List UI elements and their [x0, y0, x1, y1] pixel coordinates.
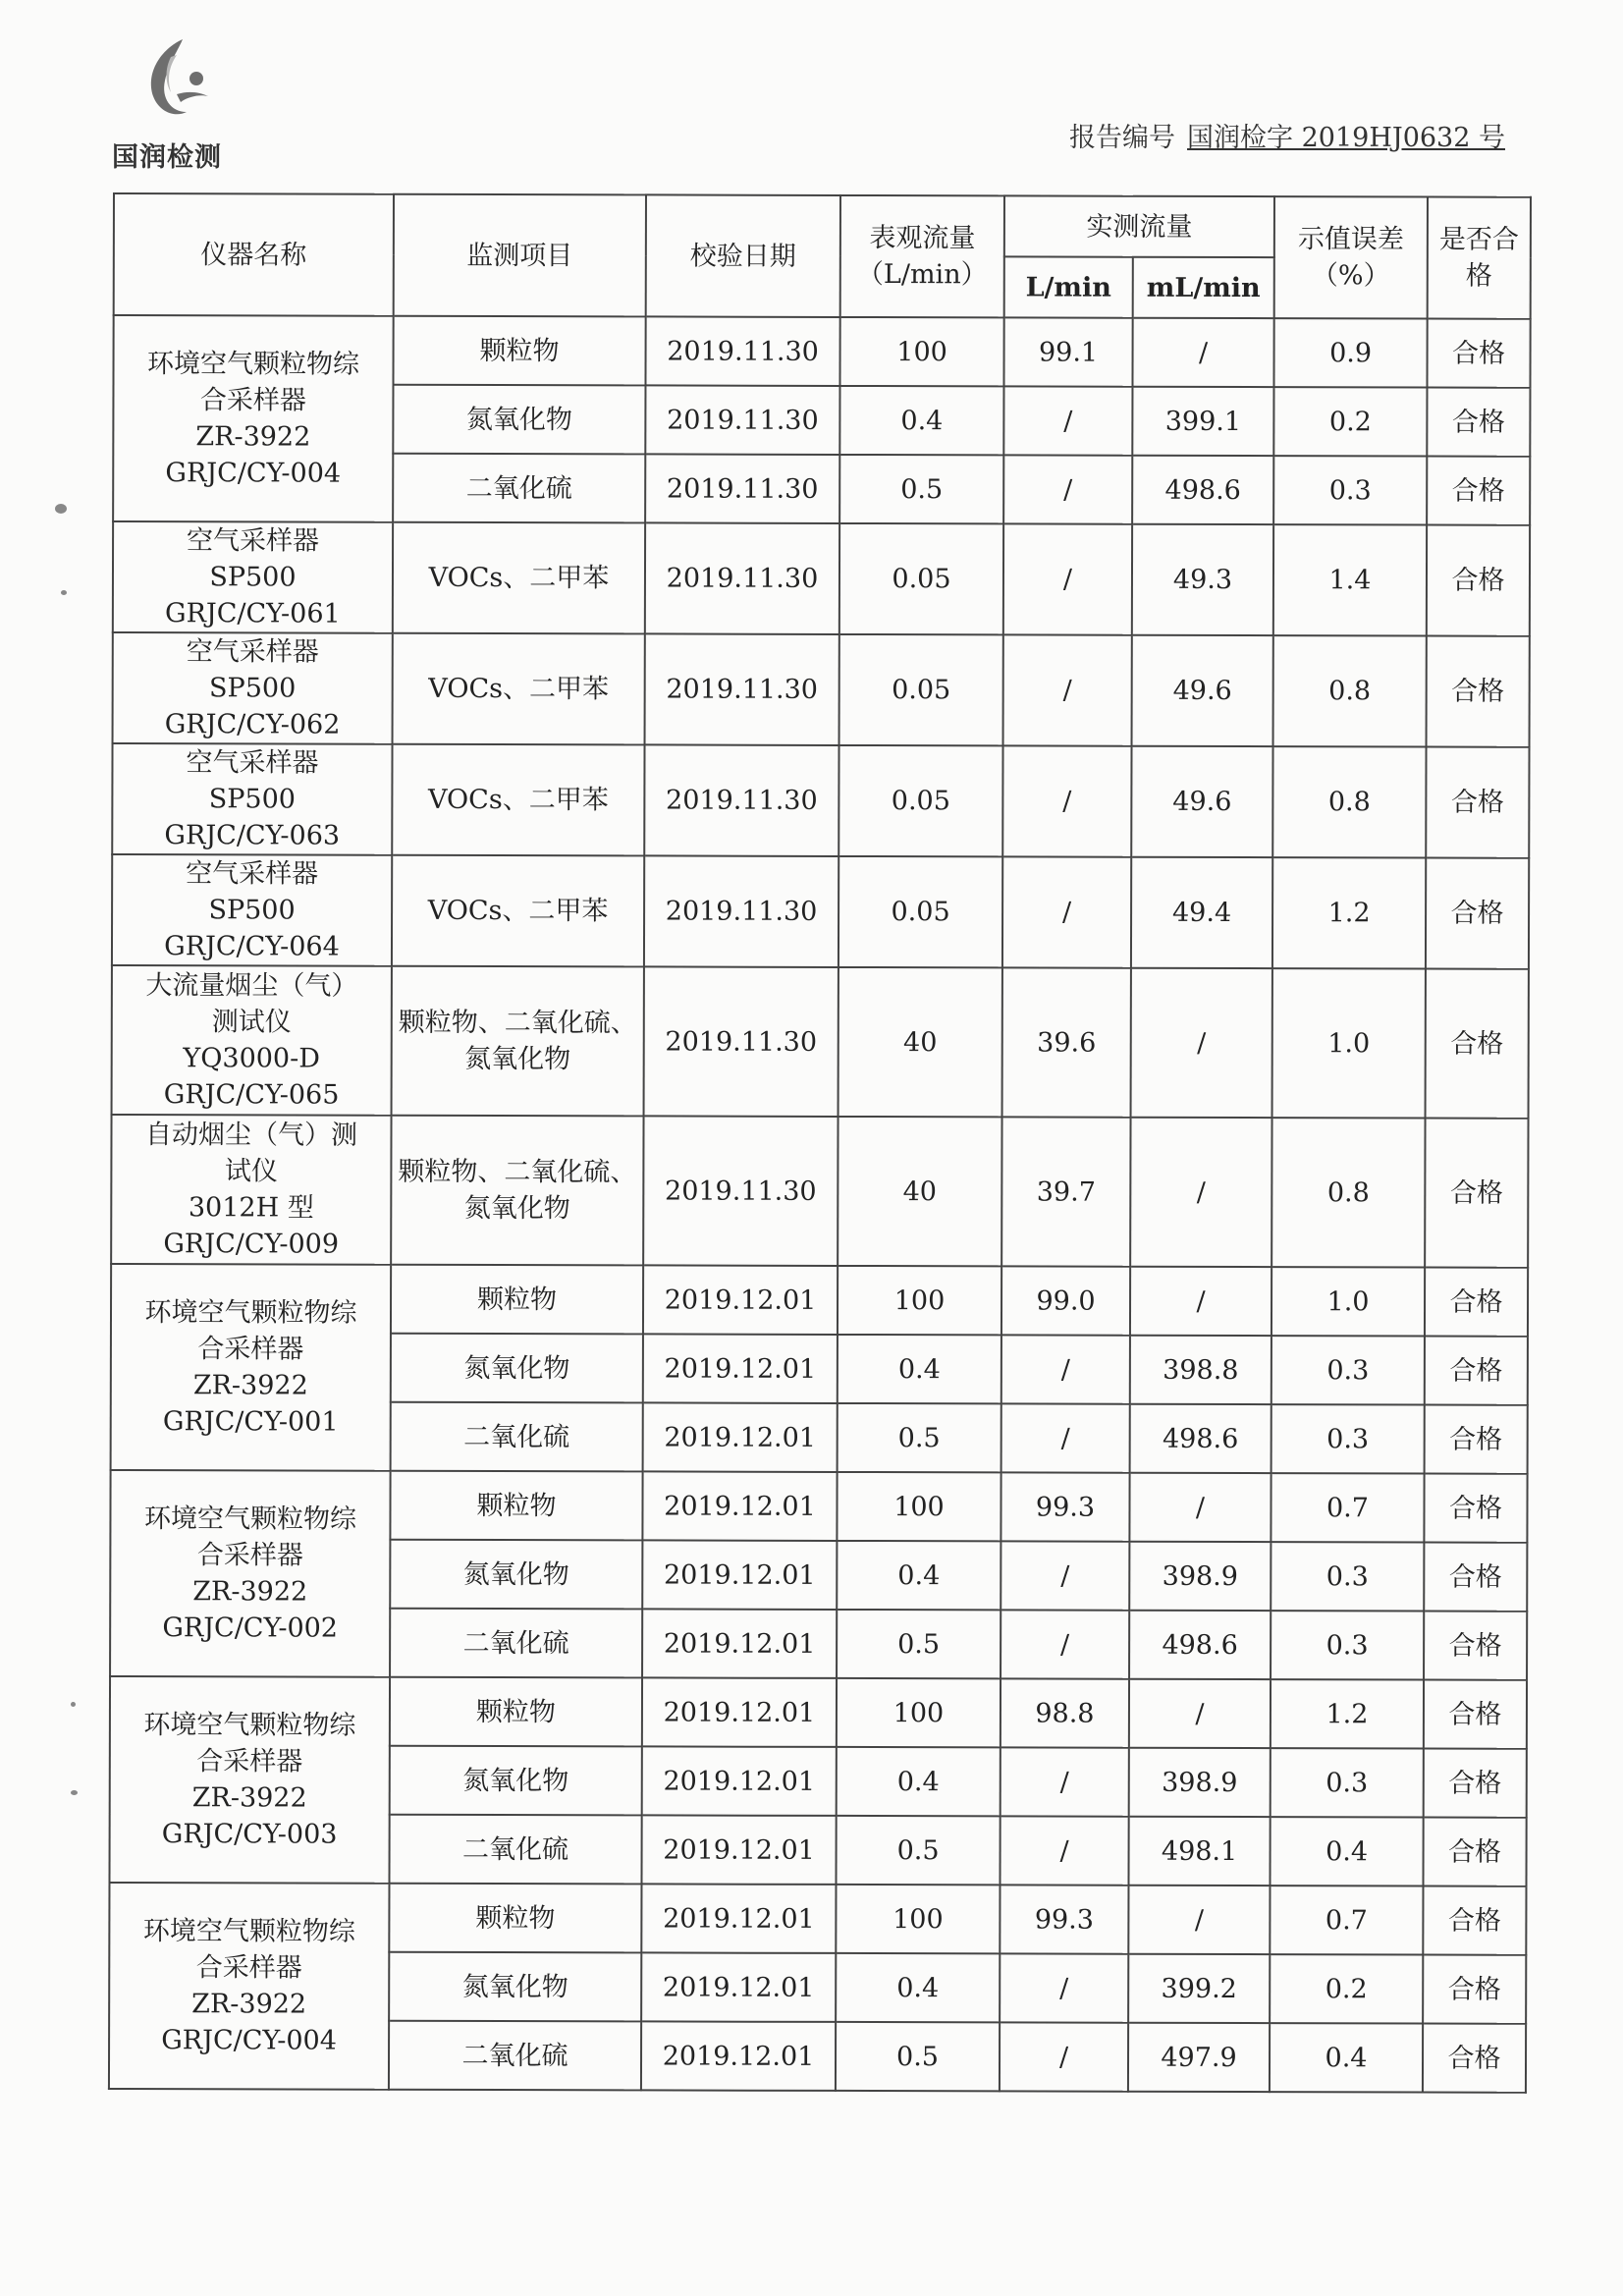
instrument-line: 测试仪: [211, 1007, 292, 1038]
qualified-cell: 合格: [1426, 747, 1529, 858]
instrument-line: 3012H 型: [188, 1192, 314, 1224]
instrument-cell: [113, 632, 393, 744]
instrument-line: ZR-3922: [191, 1989, 307, 2020]
error-cell: 1.2: [1272, 857, 1426, 968]
item-cell: 颗粒物、二氧化硫、氮氧化物: [391, 1116, 643, 1266]
instrument-cell: [112, 854, 392, 966]
instrument-line: 合采样器: [195, 1952, 302, 1984]
item-cell: 颗粒物: [391, 1265, 643, 1335]
qualified-cell: 合格: [1425, 1337, 1528, 1405]
apparent-flow-cell: 0.5: [839, 455, 1003, 523]
apparent-flow-cell: 0.4: [839, 386, 1003, 455]
scan-speck: [61, 590, 67, 595]
measured-mlmin-cell: /: [1129, 1679, 1271, 1748]
apparent-flow-cell: 100: [837, 1678, 1001, 1747]
date-cell: 2019.11.30: [644, 966, 839, 1117]
logo-text: 国润检测: [112, 142, 222, 173]
measured-mlmin-cell: 497.9: [1128, 2023, 1270, 2092]
instrument-line: GRJC/CY-003: [161, 1819, 338, 1850]
table-row: [110, 1470, 1527, 1543]
header-date: 校验日期: [646, 194, 840, 317]
measured-mlmin-cell: /: [1130, 1267, 1271, 1336]
instrument-line: ZR-3922: [191, 1782, 307, 1814]
measured-lmin-cell: /: [1003, 386, 1132, 455]
report-number: [1069, 116, 1505, 154]
qualified-cell: 合格: [1423, 2023, 1526, 2092]
apparent-flow-cell: 0.05: [839, 856, 1002, 967]
instrument-line: 合采样器: [196, 1746, 303, 1777]
company-logo: [106, 35, 243, 173]
error-cell: 0.8: [1271, 1118, 1425, 1267]
date-cell: 2019.12.01: [641, 1884, 836, 1953]
qualified-cell: 合格: [1424, 1612, 1527, 1680]
scan-speck: [71, 1702, 76, 1707]
instrument-line: ZR-3922: [192, 1370, 308, 1401]
instrument-line: 环境空气颗粒物综: [143, 1710, 356, 1741]
error-cell: 0.7: [1270, 1886, 1423, 1954]
instrument-line: 自动烟尘（气）测: [144, 1120, 358, 1151]
measured-lmin-cell: /: [1001, 1403, 1130, 1472]
instrument-line: 环境空气颗粒物综: [144, 1297, 357, 1329]
instrument-line: GRJC/CY-065: [163, 1079, 340, 1111]
error-cell: 1.0: [1271, 1267, 1425, 1336]
date-cell: 2019.12.01: [641, 1815, 836, 1885]
measured-lmin-cell: 39.6: [1002, 967, 1131, 1117]
instrument-cell: [111, 1115, 391, 1265]
item-cell: 颗粒物: [389, 1884, 641, 1953]
instrument-cell: [109, 1883, 390, 2090]
apparent-flow-cell: 100: [837, 1472, 1001, 1541]
table-row: [113, 315, 1530, 388]
apparent-flow-cell: 0.5: [836, 1816, 1000, 1885]
apparent-flow-cell: 0.5: [836, 2022, 1000, 2091]
apparent-flow-cell: 0.4: [836, 1953, 1000, 2022]
qualified-cell: 合格: [1424, 1543, 1527, 1612]
item-cell: 二氧化硫: [389, 1815, 641, 1885]
item-cell: 氮氧化物: [389, 1952, 641, 2022]
instrument-line: SP500: [209, 562, 297, 593]
instrument-line: GRJC/CY-009: [163, 1229, 340, 1260]
instrument-line: SP500: [208, 784, 297, 815]
measured-mlmin-cell: 398.9: [1129, 1748, 1271, 1817]
qualified-cell: 合格: [1424, 1474, 1527, 1543]
measured-lmin-cell: 99.3: [1001, 1472, 1129, 1541]
instrument-cell: [112, 965, 392, 1116]
error-cell: 0.3: [1271, 1336, 1425, 1404]
instrument-line: YQ3000-D: [183, 1043, 320, 1074]
header-measured-flow: 实测流量: [1004, 195, 1274, 257]
item-cell: 颗粒物、二氧化硫、氮氧化物: [392, 966, 644, 1117]
error-cell: 0.3: [1271, 1542, 1424, 1611]
table-row: [111, 1264, 1528, 1337]
qualified-cell: 合格: [1427, 319, 1530, 388]
table-row: [112, 743, 1529, 858]
measured-lmin-cell: /: [1002, 745, 1131, 856]
error-cell: 0.8: [1272, 746, 1426, 857]
measured-mlmin-cell: /: [1130, 1118, 1271, 1267]
company-logo-icon: [132, 35, 220, 134]
instrument-line: 空气采样器: [186, 747, 319, 779]
item-cell: 氮氧化物: [390, 1540, 642, 1610]
item-cell: VOCs、二甲苯: [393, 522, 645, 634]
measured-mlmin-cell: /: [1132, 318, 1273, 387]
measured-mlmin-cell: 398.8: [1130, 1336, 1271, 1404]
qualified-cell: 合格: [1425, 1268, 1528, 1337]
instrument-cell: [109, 1676, 390, 1884]
measured-mlmin-cell: 399.2: [1128, 1954, 1270, 2023]
date-cell: 2019.11.30: [645, 316, 839, 386]
calibration-table: [108, 192, 1532, 2094]
measured-mlmin-cell: /: [1128, 1886, 1270, 1954]
measured-mlmin-cell: 498.6: [1130, 1404, 1271, 1473]
qualified-cell: 合格: [1423, 1954, 1526, 2023]
measured-lmin-cell: 39.7: [1001, 1117, 1130, 1266]
error-cell: 1.4: [1273, 524, 1427, 635]
measured-mlmin-cell: 49.4: [1131, 857, 1272, 968]
error-cell: 0.2: [1273, 387, 1427, 456]
apparent-flow-cell: 100: [839, 317, 1003, 386]
instrument-line: 大流量烟尘（气）: [145, 970, 358, 1002]
date-cell: 2019.12.01: [643, 1265, 838, 1335]
date-cell: 2019.11.30: [644, 855, 839, 967]
instrument-line: 合采样器: [199, 385, 306, 416]
measured-lmin-cell: /: [1001, 1335, 1130, 1403]
measured-mlmin-cell: 398.9: [1129, 1542, 1271, 1611]
item-cell: 氮氧化物: [393, 385, 645, 455]
qualified-cell: 合格: [1425, 1119, 1528, 1268]
instrument-line: SP500: [209, 673, 297, 704]
error-cell: 0.2: [1270, 1954, 1423, 2023]
apparent-flow-cell: 0.4: [838, 1335, 1001, 1403]
instrument-line: GRJC/CY-063: [164, 820, 341, 851]
instrument-line: GRJC/CY-061: [165, 598, 341, 629]
date-cell: 2019.12.01: [642, 1746, 837, 1816]
measured-lmin-cell: /: [1000, 1816, 1128, 1885]
measured-lmin-cell: /: [1003, 523, 1132, 634]
report-number-value: 国润检字 2019HJ0632 号: [1187, 123, 1505, 153]
item-cell: 颗粒物: [390, 1677, 642, 1747]
error-cell: 0.3: [1271, 1748, 1424, 1817]
instrument-cell: [113, 315, 394, 522]
measured-lmin-cell: 98.8: [1001, 1678, 1129, 1747]
measured-lmin-cell: /: [1002, 856, 1131, 967]
item-cell: 二氧化硫: [390, 1609, 642, 1678]
error-cell: 0.4: [1270, 2023, 1423, 2092]
error-cell: 0.3: [1273, 456, 1427, 524]
instrument-line: GRJC/CY-004: [161, 2025, 337, 2056]
apparent-flow-cell: 100: [836, 1885, 1000, 1953]
instrument-line: 试仪: [224, 1156, 278, 1187]
error-cell: 0.8: [1273, 635, 1427, 746]
measured-lmin-cell: /: [1000, 1953, 1128, 2022]
qualified-cell: 合格: [1427, 388, 1530, 457]
item-cell: 氮氧化物: [391, 1334, 643, 1403]
instrument-line: 空气采样器: [186, 858, 319, 890]
qualified-cell: 合格: [1424, 1680, 1527, 1749]
measured-mlmin-cell: 498.6: [1129, 1611, 1271, 1679]
instrument-cell: [113, 521, 393, 633]
instrument-line: 合采样器: [196, 1540, 303, 1571]
apparent-flow-cell: 0.05: [839, 523, 1003, 634]
scan-speck: [55, 504, 67, 514]
date-cell: 2019.11.30: [644, 744, 839, 856]
item-cell: VOCs、二甲苯: [392, 855, 644, 967]
date-cell: 2019.12.01: [643, 1334, 838, 1403]
qualified-cell: 合格: [1426, 969, 1529, 1119]
table-row: [112, 854, 1529, 969]
qualified-cell: 合格: [1427, 525, 1530, 636]
error-cell: 0.7: [1271, 1473, 1424, 1542]
date-cell: 2019.11.30: [643, 1116, 838, 1266]
instrument-cell: [111, 1264, 392, 1471]
item-cell: 二氧化硫: [393, 454, 645, 523]
measured-lmin-cell: /: [1001, 1541, 1129, 1610]
item-cell: VOCs、二甲苯: [393, 633, 645, 745]
error-cell: 0.9: [1273, 318, 1427, 387]
apparent-flow-cell: 0.4: [837, 1541, 1001, 1610]
table-row: [113, 521, 1530, 636]
qualified-cell: 合格: [1427, 636, 1530, 747]
item-cell: 二氧化硫: [389, 2021, 641, 2091]
apparent-flow-cell: 40: [838, 1117, 1001, 1266]
error-cell: 1.0: [1272, 968, 1426, 1118]
table-row: [111, 1115, 1528, 1268]
instrument-line: GRJC/CY-001: [162, 1406, 339, 1438]
qualified-cell: 合格: [1427, 457, 1530, 525]
header-item: 监测项目: [394, 194, 646, 317]
date-cell: 2019.11.30: [645, 522, 839, 634]
date-cell: 2019.12.01: [642, 1609, 837, 1678]
instrument-line: GRJC/CY-002: [162, 1613, 339, 1644]
instrument-cell: [112, 743, 392, 855]
scan-speck: [71, 1790, 78, 1795]
apparent-flow-cell: 100: [838, 1266, 1001, 1335]
measured-mlmin-cell: 49.6: [1132, 635, 1273, 746]
qualified-cell: 合格: [1425, 1405, 1528, 1474]
date-cell: 2019.11.30: [645, 385, 839, 455]
instrument-line: 空气采样器: [187, 525, 320, 557]
instrument-line: ZR-3922: [195, 421, 311, 453]
measured-mlmin-cell: 49.3: [1132, 524, 1273, 635]
measured-mlmin-cell: 498.6: [1132, 456, 1273, 524]
instrument-line: 合采样器: [197, 1334, 304, 1365]
apparent-flow-cell: 0.5: [838, 1403, 1001, 1472]
measured-lmin-cell: 99.1: [1003, 317, 1132, 386]
report-number-label: 报告编号: [1069, 123, 1176, 153]
measured-lmin-cell: /: [1001, 1747, 1129, 1816]
instrument-line: 环境空气颗粒物综: [147, 349, 360, 380]
apparent-flow-cell: 40: [839, 967, 1002, 1117]
date-cell: 2019.12.01: [641, 2021, 836, 2091]
error-cell: 1.2: [1271, 1679, 1424, 1748]
instrument-line: 环境空气颗粒物综: [143, 1503, 357, 1535]
instrument-line: GRJC/CY-064: [164, 931, 340, 962]
item-cell: VOCs、二甲苯: [392, 744, 644, 856]
measured-lmin-cell: /: [1003, 455, 1132, 523]
item-cell: 二氧化硫: [391, 1402, 643, 1472]
measured-mlmin-cell: 399.1: [1132, 387, 1273, 456]
instrument-line: 环境空气颗粒物综: [142, 1916, 355, 1947]
measured-lmin-cell: 99.3: [1000, 1885, 1128, 1953]
error-cell: 0.3: [1271, 1404, 1425, 1473]
table-row: [109, 1883, 1526, 1955]
date-cell: 2019.12.01: [642, 1540, 837, 1610]
apparent-flow-cell: 0.05: [839, 634, 1003, 745]
header-measured-mlmin: mL/min: [1133, 257, 1274, 318]
measured-mlmin-cell: 49.6: [1131, 746, 1272, 857]
date-cell: 2019.12.01: [643, 1402, 838, 1472]
header-apparent-flow: 表观流量（L/min）: [840, 195, 1004, 317]
table-row: [112, 965, 1529, 1119]
item-cell: 颗粒物: [390, 1471, 642, 1541]
item-cell: 颗粒物: [393, 316, 645, 386]
table-row: [113, 632, 1530, 747]
date-cell: 2019.12.01: [642, 1677, 837, 1747]
header-qualified: 是否合格: [1428, 197, 1531, 319]
header-instrument: 仪器名称: [114, 193, 394, 316]
date-cell: 2019.11.30: [645, 633, 839, 745]
measured-mlmin-cell: /: [1131, 968, 1272, 1118]
error-cell: 0.3: [1271, 1611, 1424, 1679]
measured-lmin-cell: 99.0: [1001, 1266, 1130, 1335]
measured-lmin-cell: /: [1000, 2022, 1128, 2091]
instrument-line: 空气采样器: [186, 636, 319, 668]
instrument-line: SP500: [208, 895, 296, 926]
measured-lmin-cell: /: [1003, 634, 1132, 745]
qualified-cell: 合格: [1423, 1886, 1526, 1954]
qualified-cell: 合格: [1426, 858, 1529, 969]
instrument-line: GRJC/CY-062: [164, 709, 341, 740]
date-cell: 2019.12.01: [642, 1471, 837, 1541]
qualified-cell: 合格: [1424, 1749, 1527, 1818]
apparent-flow-cell: 0.4: [837, 1747, 1001, 1816]
apparent-flow-cell: 0.05: [839, 745, 1002, 856]
date-cell: 2019.12.01: [641, 1952, 836, 2022]
apparent-flow-cell: 0.5: [837, 1610, 1001, 1678]
table-row: [110, 1676, 1527, 1749]
date-cell: 2019.11.30: [645, 454, 839, 523]
instrument-line: ZR-3922: [192, 1576, 308, 1608]
measured-lmin-cell: /: [1001, 1610, 1129, 1678]
table-body: [109, 315, 1531, 2093]
instrument-line: GRJC/CY-004: [165, 458, 342, 489]
error-cell: 0.4: [1270, 1817, 1423, 1886]
measured-mlmin-cell: 498.1: [1128, 1817, 1270, 1886]
item-cell: 氮氧化物: [390, 1746, 642, 1816]
qualified-cell: 合格: [1423, 1817, 1526, 1886]
header-error: 示值误差（%）: [1274, 196, 1428, 318]
header-measured-lmin: L/min: [1004, 256, 1133, 317]
measured-mlmin-cell: /: [1129, 1473, 1271, 1542]
instrument-cell: [110, 1470, 391, 1677]
